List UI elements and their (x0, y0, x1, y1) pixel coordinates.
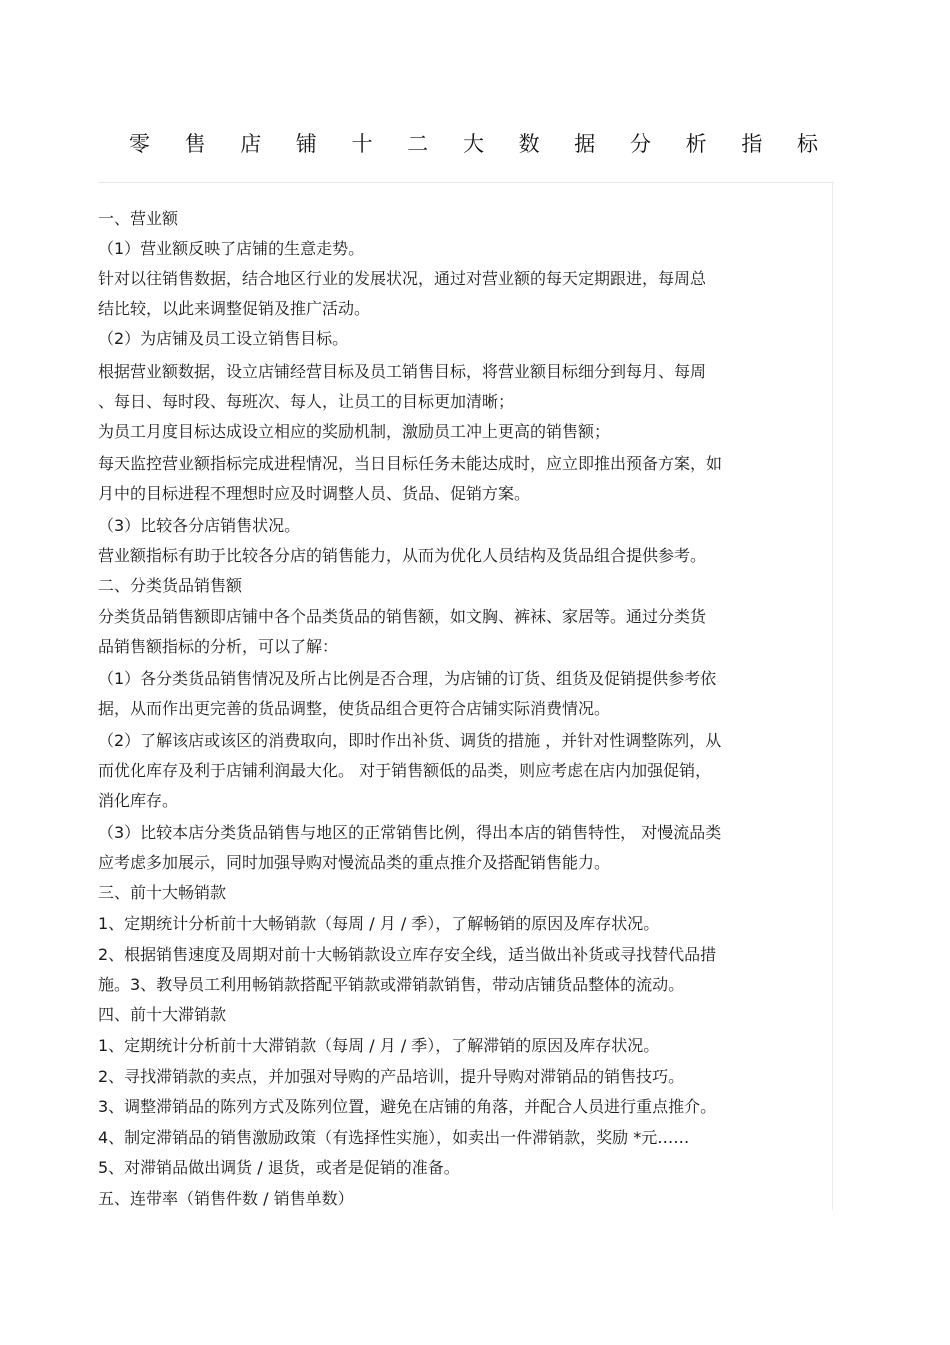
paragraph-line: 、每日、每时段、每班次、每人，让员工的目标更加清晰； (98, 392, 515, 411)
paragraph-line: 营业额指标有助于比较各分店的销售能力，从而为优化人员结构及货品组合提供参考。 (98, 546, 707, 565)
paragraph-line: （3）比较各分店销售状况。 (98, 516, 301, 535)
paragraph-line: 2、根据销售速度及周期对前十大畅销款设立库存安全线，适当做出补货或寻找替代品措 (98, 945, 717, 964)
paragraph-line: （1）营业额反映了店铺的生意走势。 (98, 239, 365, 258)
paragraph-line: 结比较，以此来调整促销及推广活动。 (98, 299, 371, 318)
paragraph-line: 1、定期统计分析前十大滞销款（每周 / 月 / 季），了解滞销的原因及库存状况。 (98, 1036, 660, 1055)
paragraph-line: 月中的目标进程不理想时应及时调整人员、货品、促销方案。 (98, 484, 531, 503)
page-title: 零 售 店 铺 十 二 大 数 据 分 析 指 标 (128, 132, 832, 156)
paragraph-line: 4、制定滞销品的销售激励政策（有选择性实施），如卖出一件滞销款，奖励 *元…… (98, 1128, 690, 1147)
paragraph-line: （2）为店铺及员工设立销售目标。 (98, 329, 349, 348)
paragraph-line: 每天监控营业额指标完成进程情况，当日目标任务未能达成时，应立即推出预备方案，如 (98, 454, 723, 473)
paragraph-line: 为员工月度目标达成设立相应的奖励机制，激励员工冲上更高的销售额； (98, 422, 611, 441)
section-heading-3: 三、前十大畅销款 (98, 883, 227, 902)
paragraph-line: 据，从而作出更完善的货品调整，使货品组合更符合店铺实际消费情况。 (98, 699, 611, 718)
paragraph-line: 3、调整滞销品的陈列方式及陈列位置，避免在店铺的角落，并配合人员进行重点推介。 (98, 1097, 717, 1116)
paragraph-line: 品销售额指标的分析，可以了解： (98, 637, 339, 656)
paragraph-line: 而优化库存及利于店铺利润最大化。 对于销售额低的品类，则应考虑在店内加强促销， (98, 761, 712, 780)
paragraph-line: 分类货品销售额即店铺中各个品类货品的销售额，如文胸、裤袜、家居等。通过分类货 (98, 607, 707, 626)
paragraph-line: （1）各分类货品销售情况及所占比例是否合理，为店铺的订货、组货及促销提供参考依 (98, 669, 717, 688)
paragraph-line: 消化库存。 (98, 791, 179, 810)
paragraph-line: （2）了解该店或该区的消费取向，即时作出补货、调货的措施 ，并针对性调整陈列，从 (98, 731, 722, 750)
section-heading-4: 四、前十大滞销款 (98, 1005, 227, 1024)
paragraph-line: （3）比较本店分类货品销售与地区的正常销售比例，得出本店的销售特性， 对慢流品类 (98, 823, 722, 842)
right-margin-rule (832, 182, 833, 1210)
section-heading-5: 五、连带率（销售件数 / 销售单数） (98, 1189, 354, 1208)
section-heading-2: 二、分类货品销售额 (98, 576, 243, 595)
section-heading-1: 一、营业额 (98, 209, 179, 228)
paragraph-line: 2、寻找滞销款的卖点，并加强对导购的产品培训，提升导购对滞销品的销售技巧。 (98, 1067, 685, 1086)
paragraph-line: 应考虑多加展示，同时加强导购对慢流品类的重点推介及搭配销售能力。 (98, 853, 611, 872)
paragraph-line: 根据营业额数据，设立店铺经营目标及员工销售目标，将营业额目标细分到每月、每周 (98, 362, 707, 381)
title-divider (98, 182, 834, 183)
paragraph-line: 针对以往销售数据，结合地区行业的发展状况，通过对营业额的每天定期跟进，每周总 (98, 269, 707, 288)
paragraph-line: 1、定期统计分析前十大畅销款（每周 / 月 / 季），了解畅销的原因及库存状况。 (98, 914, 660, 933)
paragraph-line: 5、对滞销品做出调货 / 退货，或者是促销的准备。 (98, 1158, 460, 1177)
paragraph-line: 施。3、教导员工利用畅销款搭配平销款或滞销款销售，带动店铺货品整体的流动。 (98, 975, 685, 994)
